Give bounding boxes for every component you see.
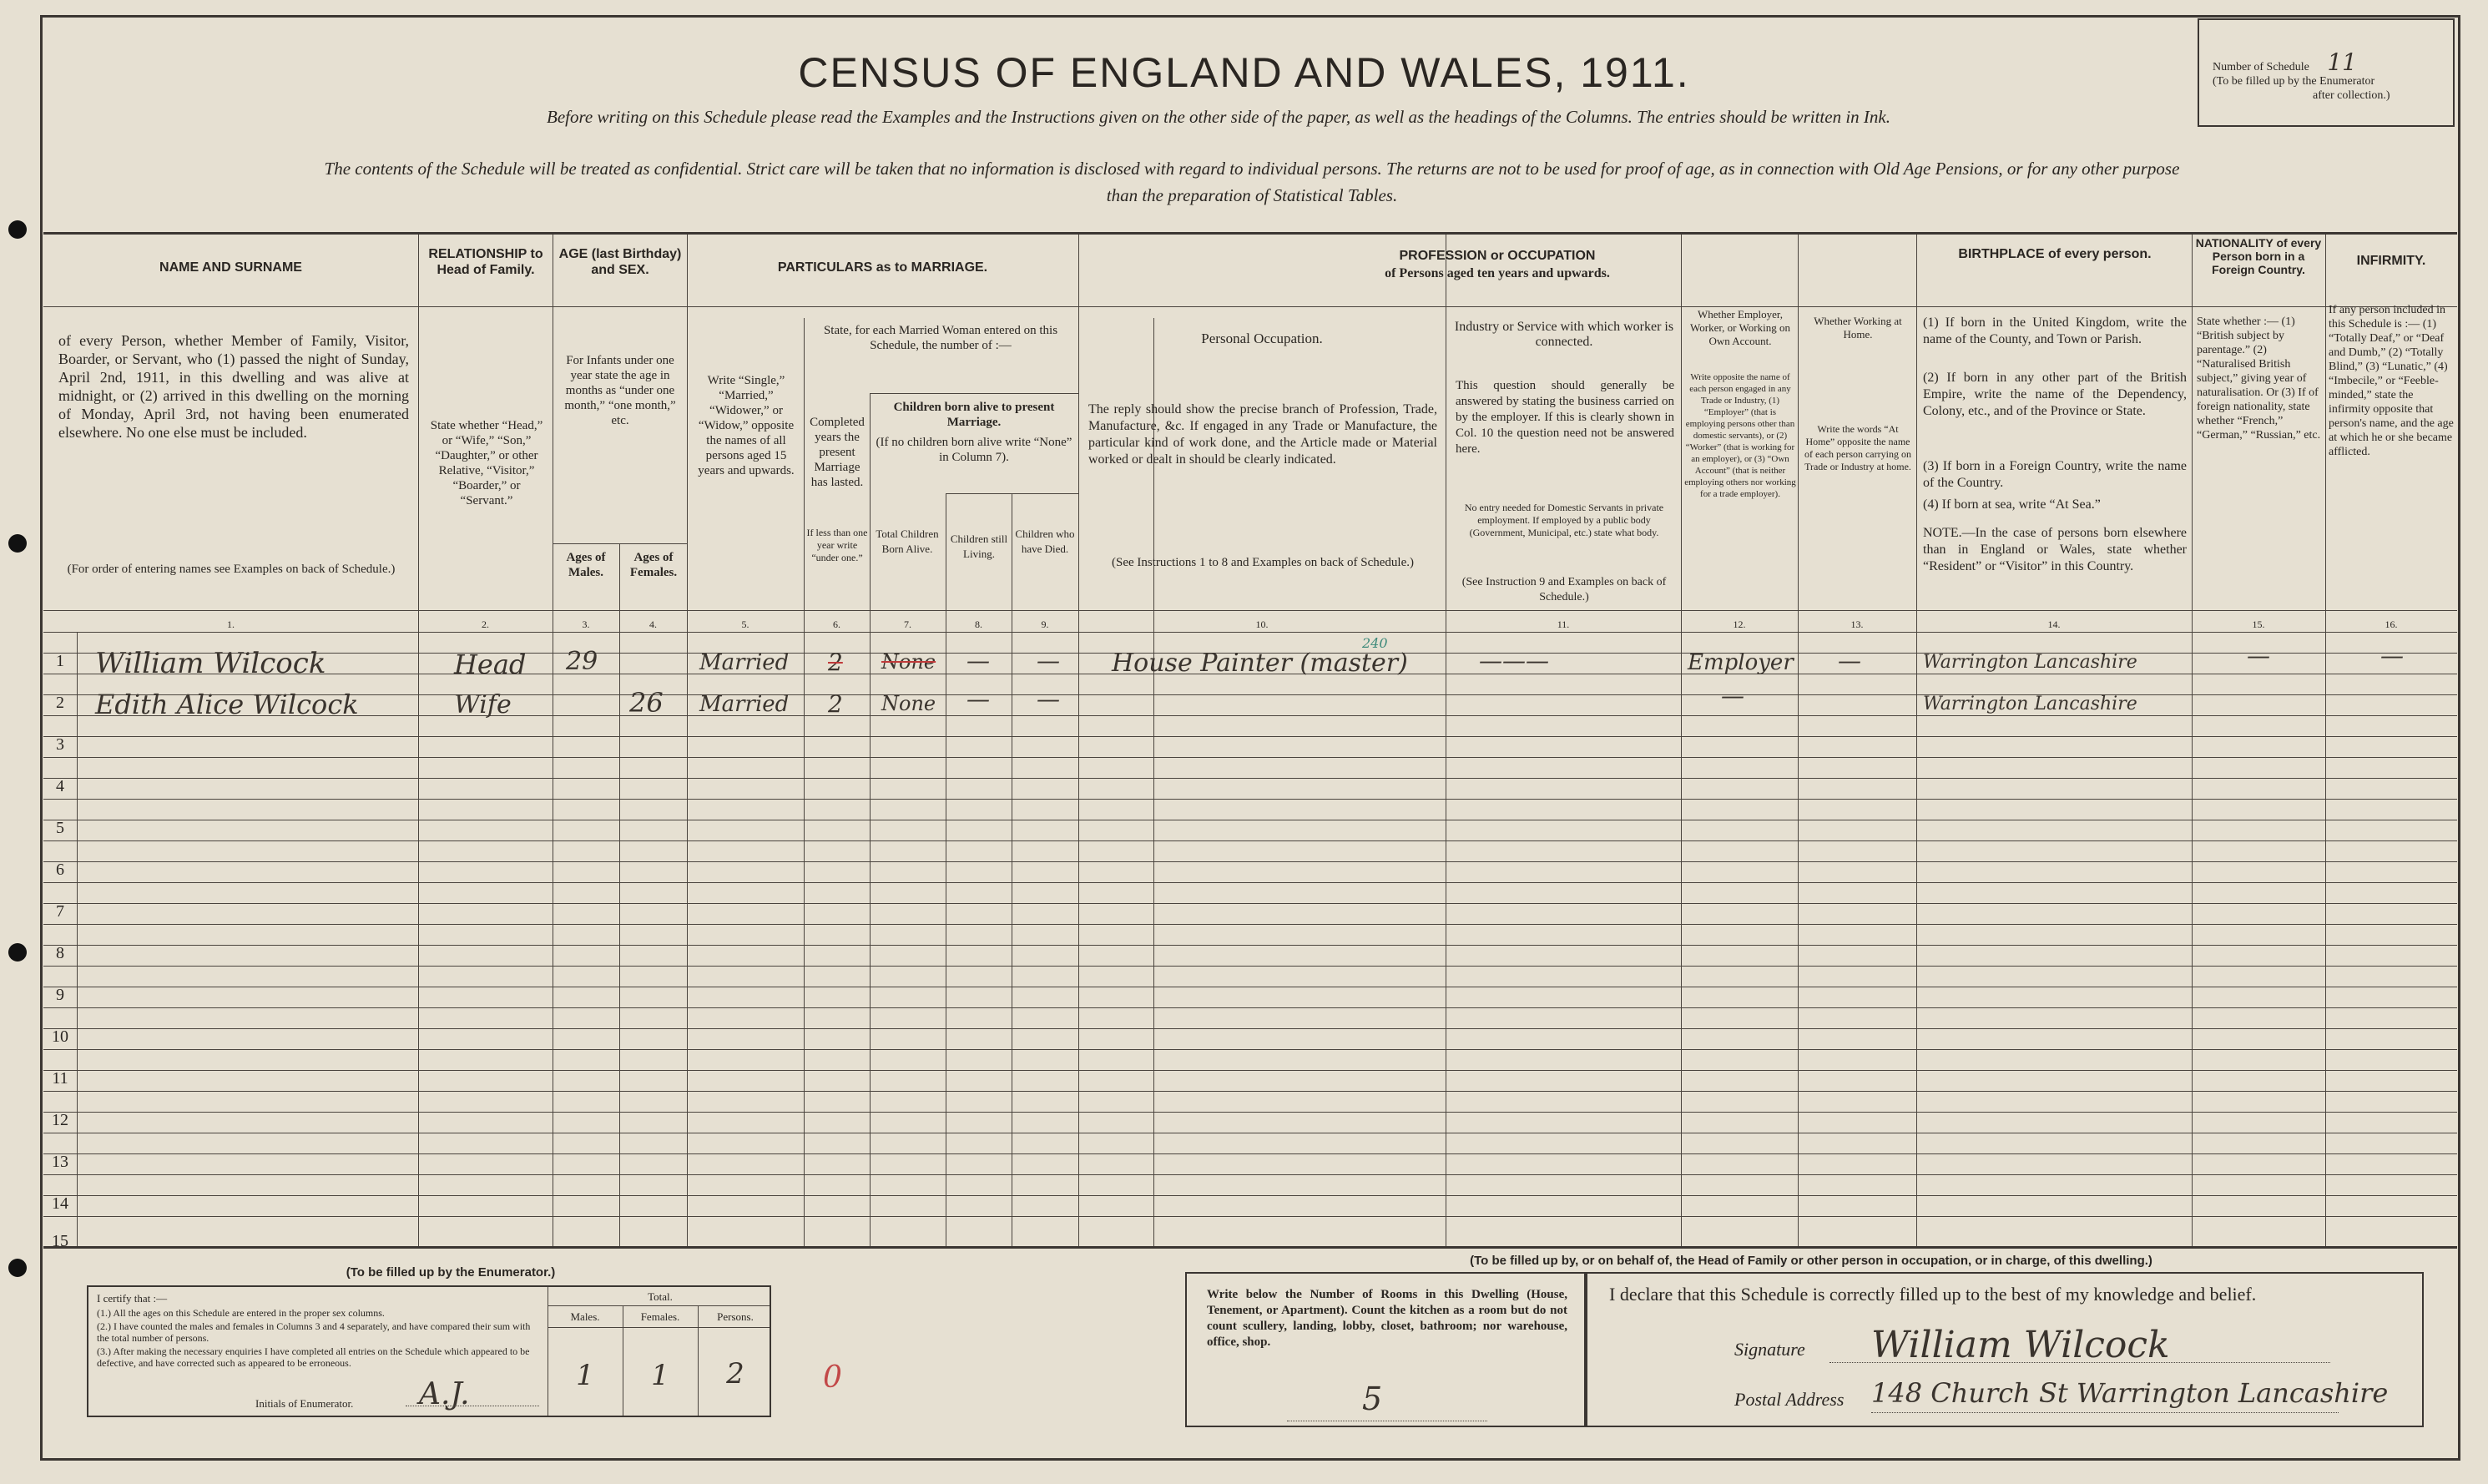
enumerator-total-label: Total. <box>648 1290 673 1303</box>
enumerator-item-3: (3.) After making the necessary enquiries I have completed all entries on the Schedule which appeared to be defective, and have corrected such as appeared to be erroneous. <box>97 1345 530 1369</box>
colnum-12: 12. <box>1733 618 1746 630</box>
instr-age: For Infants under one year state the age in months as “under one month,” “one month,” etc. <box>564 354 676 427</box>
colnum-11: 11. <box>1557 618 1570 630</box>
label-have-died: Children who have Died. <box>1015 527 1075 555</box>
instr-employer: Write opposite the name of each person engaged in any Trade or Industry, (1) “Employer” (that is employing persons other than domestic servants), or (2) “Worker” (that is working for an employer), or (3) “Own Account” (that is neither employing others nor working for a trade employer). <box>1684 372 1796 499</box>
row-number: 7 <box>56 902 64 921</box>
row-number: 4 <box>56 777 64 795</box>
binder-hole-2 <box>8 534 27 553</box>
instr-married-woman: State, for each Married Woman entered on this Schedule, the number of :— <box>823 324 1058 352</box>
person-infirmity: — <box>2380 642 2404 669</box>
colnum-6: 6. <box>833 618 840 630</box>
colnum-13: 13. <box>1850 618 1864 630</box>
enumerator-females: 1 <box>651 1359 669 1392</box>
person-occupation-code: 240 <box>1362 635 1388 651</box>
subheader-profession: of Persons aged ten years and upwards. <box>1385 266 1610 280</box>
schedule-number-box <box>2198 18 2455 127</box>
instr-infirmity: If any person included in this Schedule is :— (1) “Totally Deaf,” or “Deaf and Dumb,” (2) “Totally Blind,” (3) “Lunatic,” (4) “Imbecile,” or “Feeble-minded,” state the infirmity opposite that person's name, and the age at which he or she became afflicted. <box>2329 304 2454 458</box>
label-industry: Industry or Service with which worker is connected. <box>1454 320 1674 349</box>
enumerator-red-mark: 0 <box>823 1360 842 1395</box>
declaration-text: I declare that this Schedule is correctly filled up to the best of my knowledge and belief. <box>1609 1284 2257 1305</box>
instr-birthplace-2: (2) If born in any other part of the British Empire, write the name of the Dependency, Colony, etc., and of the Province or State. <box>1923 371 2187 418</box>
instr-relationship: State whether “Head,” or “Wife,” “Son,” “Daughter,” or other Relative, “Visitor,” “Boarder,” or “Servant.” <box>430 419 543 507</box>
enumerator-females-label: Females. <box>640 1310 680 1323</box>
row-number: 12 <box>52 1111 68 1129</box>
person-employment: — <box>1721 682 1744 709</box>
person-occupation: House Painter (master) <box>1112 649 1408 678</box>
instr-at-home: Write the words “At Home” opposite the name of each person carrying on Trade or Industry at home. <box>1804 423 1911 472</box>
row-number: 6 <box>56 861 64 879</box>
person-children-total: None <box>881 650 936 674</box>
schedule-number-value: 11 <box>2327 48 2357 76</box>
instr-birthplace-4: (4) If born at sea, write “At Sea.” <box>1923 497 2101 512</box>
header-profession: PROFESSION or OCCUPATION <box>1399 249 1596 263</box>
note-birthplace: NOTE.—In the case of persons born elsewhere than in England or Wales, state whether “Resident” or “Visitor” in this Country. <box>1923 526 2187 573</box>
schedule-note-2: after collection.) <box>2313 89 2390 102</box>
note-personal-occupation: (See Instructions 1 to 8 and Examples on back of Schedule.) <box>1112 556 1414 569</box>
signature: William Wilcock <box>1871 1324 2170 1366</box>
label-employer: Whether Employer, Worker, or Working on Own Account. <box>1690 308 1790 347</box>
row-number: 1 <box>56 652 64 670</box>
enumerator-persons-label: Persons. <box>717 1310 754 1323</box>
person-employment: Employer <box>1688 650 1794 675</box>
note-industry: No entry needed for Domestic Servants in private employment. If employed by a public body (Government, Municipal, etc.) state what body. <box>1464 502 1664 538</box>
header-birthplace: BIRTHPLACE of every person. <box>1958 247 2152 261</box>
row-number: 9 <box>56 986 64 1004</box>
postal-address-label: Postal Address <box>1734 1389 1845 1410</box>
label-at-home: Whether Working at Home. <box>1814 315 1902 341</box>
enumerator-box <box>87 1285 771 1417</box>
person-birthplace: Warrington Lancashire <box>1923 694 2137 714</box>
person-name: William Wilcock <box>95 647 326 680</box>
person-name: Edith Alice Wilcock <box>95 689 359 720</box>
colnum-3: 3. <box>582 618 590 630</box>
enumerator-heading: (To be filled up by the Enumerator.) <box>346 1265 556 1280</box>
instruction-line: Before writing on this Schedule please read the Examples and the Instructions given on the other side of the paper, as well as the headings of the Columns. The entries should be written in Ink. <box>547 107 1890 127</box>
row-number: 8 <box>56 944 64 962</box>
person-at-home: — <box>1838 647 1861 674</box>
rooms-count: 5 <box>1362 1381 1383 1417</box>
enumerator-item-2: (2.) I have counted the males and females in Columns 3 and 4 separately, and have compared their sum with the total number of persons. <box>97 1320 531 1344</box>
header-name: NAME AND SURNAME <box>159 260 302 275</box>
colnum-9: 9. <box>1041 618 1049 630</box>
label-children-alive: Children born alive to present Marriage. <box>893 401 1055 429</box>
enumerator-initials: A.J. <box>419 1377 470 1411</box>
row-number: 13 <box>52 1153 68 1171</box>
label-still-living: Children still Living. <box>950 533 1008 560</box>
colnum-16: 16. <box>2385 618 2398 630</box>
enumerator-item-1: (1.) All the ages on this Schedule are entered in the proper sex columns. <box>97 1307 385 1319</box>
person-children-died: — <box>1037 685 1060 713</box>
instr-birthplace-1: (1) If born in the United Kingdom, write the name of the County, and Town or Parish. <box>1923 315 2187 346</box>
postal-address: 148 Church St Warrington Lancashire <box>1871 1377 2389 1409</box>
person-nationality: — <box>2247 642 2270 669</box>
binder-hole-1 <box>8 220 27 239</box>
binder-hole-3 <box>8 943 27 962</box>
row-number: 15 <box>52 1232 68 1250</box>
label-completed-years: Completed years the present Marriage has lasted. <box>810 416 865 489</box>
row-number: 11 <box>52 1069 68 1088</box>
label-children-none: (If no children born alive write “None” in Column 7). <box>876 436 1072 464</box>
person-age-female: 26 <box>629 687 664 719</box>
label-if-less: If less than one year write “under one.” <box>806 527 868 563</box>
binder-hole-4 <box>8 1259 27 1277</box>
row-number: 2 <box>56 694 64 712</box>
row-number: 5 <box>56 819 64 837</box>
person-age-male: 29 <box>566 647 598 676</box>
label-ages-females: Ages of Females. <box>629 551 678 579</box>
colnum-7: 7. <box>904 618 911 630</box>
person-marriage: Married <box>699 692 790 717</box>
person-relationship: Head <box>454 649 527 680</box>
instr-personal-occupation: The reply should show the precise branch of Profession, Trade, Manufacture, &c. If engaged in any Trade or Manufacture, the particular kind of work done, and the Article made or Material worked or dealt in should be clearly indicated. <box>1088 402 1437 467</box>
person-relationship: Wife <box>454 690 512 719</box>
see-industry: (See Instruction 9 and Examples on back of Schedule.) <box>1461 576 1667 603</box>
label-ages-males: Ages of Males. <box>566 551 606 579</box>
header-relationship: RELATIONSHIP to Head of Family. <box>428 247 543 277</box>
instr-nationality: State whether :— (1) “British subject by parentage.” (2) “Naturalised British subject,” giving year of naturalisation. Or (3) If of foreign nationality, state whether “French,” “German,” “Russian,” etc. <box>2197 315 2321 442</box>
row-number: 10 <box>52 1027 68 1046</box>
person-children-living: — <box>966 685 990 713</box>
colnum-10: 10. <box>1255 618 1269 630</box>
census-table <box>43 232 2457 1249</box>
confidential-line-2: than the preparation of Statistical Tables. <box>1106 185 1398 205</box>
person-children-total: None <box>881 692 936 715</box>
person-children-died: — <box>1037 647 1060 674</box>
declaration-box <box>1586 1272 2424 1427</box>
header-age: AGE (last Birthday) and SEX. <box>558 247 682 277</box>
enumerator-males-label: Males. <box>570 1310 600 1323</box>
colnum-8: 8. <box>975 618 982 630</box>
enumerator-persons: 2 <box>726 1357 744 1391</box>
person-birthplace: Warrington Lancashire <box>1923 652 2137 673</box>
row-number: 3 <box>56 735 64 754</box>
rooms-box <box>1185 1272 1586 1427</box>
person-years-married: 2 <box>828 690 843 718</box>
person-industry: ——— <box>1479 647 1549 674</box>
enumerator-initials-label: Initials of Enumerator. <box>255 1397 354 1410</box>
colnum-5: 5. <box>741 618 749 630</box>
label-personal-occupation: Personal Occupation. <box>1201 331 1323 346</box>
person-children-living: — <box>966 647 990 674</box>
instr-birthplace-3: (3) If born in a Foreign Country, write the name of the Country. <box>1923 459 2187 490</box>
instr-marriage-state: Write “Single,” “Married,” “Widower,” or “Widow,” opposite the names of all persons aged 15 years and upwards. <box>698 374 795 477</box>
row-number: 14 <box>52 1194 68 1213</box>
label-total-children: Total Children Born Alive. <box>876 527 939 555</box>
note-name: (For order of entering names see Examples on back of Schedule.) <box>67 563 396 576</box>
header-marriage: PARTICULARS as to MARRIAGE. <box>777 260 988 275</box>
enumerator-certify: I certify that :— <box>97 1292 168 1305</box>
signature-label: Signature <box>1734 1339 1805 1360</box>
header-nationality: NATIONALITY of every Person born in a Foreign Country. <box>2195 236 2322 276</box>
colnum-1: 1. <box>227 618 235 630</box>
person-marriage: Married <box>699 650 790 675</box>
instr-industry: This question should generally be answered by stating the business carried on by the employer. If this is clearly shown in Col. 10 the question need not be answered here. <box>1456 379 1674 456</box>
schedule-note-1: (To be filled up by the Enumerator <box>2213 75 2375 88</box>
colnum-15: 15. <box>2252 618 2265 630</box>
enumerator-males: 1 <box>576 1359 594 1392</box>
schedule-number-label: Number of Schedule <box>2213 61 2309 73</box>
person-years-married: 2 <box>828 649 843 676</box>
confidential-line-1: The contents of the Schedule will be treated as confidential. Strict care will be taken that no information is disclosed with regard to individual persons. The returns are not to be used for proof of age, as in connection with Old Age Pensions, or for any other purpose <box>324 159 2180 179</box>
colnum-2: 2. <box>482 618 489 630</box>
colnum-4: 4. <box>649 618 657 630</box>
rooms-instructions: Write below the Number of Rooms in this Dwelling (House, Tenement, or Apartment). Count the kitchen as a room but do not count scullery, landing, lobby, closet, bathroom; nor warehouse, office, shop. <box>1207 1288 1567 1349</box>
colnum-14: 14. <box>2047 618 2061 630</box>
page-title: CENSUS OF ENGLAND AND WALES, 1911. <box>798 49 1690 96</box>
header-infirmity: INFIRMITY. <box>2356 254 2426 268</box>
instr-name: of every Person, whether Member of Family, Visitor, Boarder, or Servant, who (1) passed the night of Sunday, April 2nd, 1911, in this dwelling and was alive at midnight, or (2) arrived in this dwelling on the morning of Monday, April 3rd, not having been enumerated elsewhere. No one else must be included. <box>58 332 409 441</box>
head-of-family-heading: (To be filled up by, or on behalf of, the Head of Family or other person in occupation, or in charge, of this dwelling.) <box>1470 1254 2152 1268</box>
